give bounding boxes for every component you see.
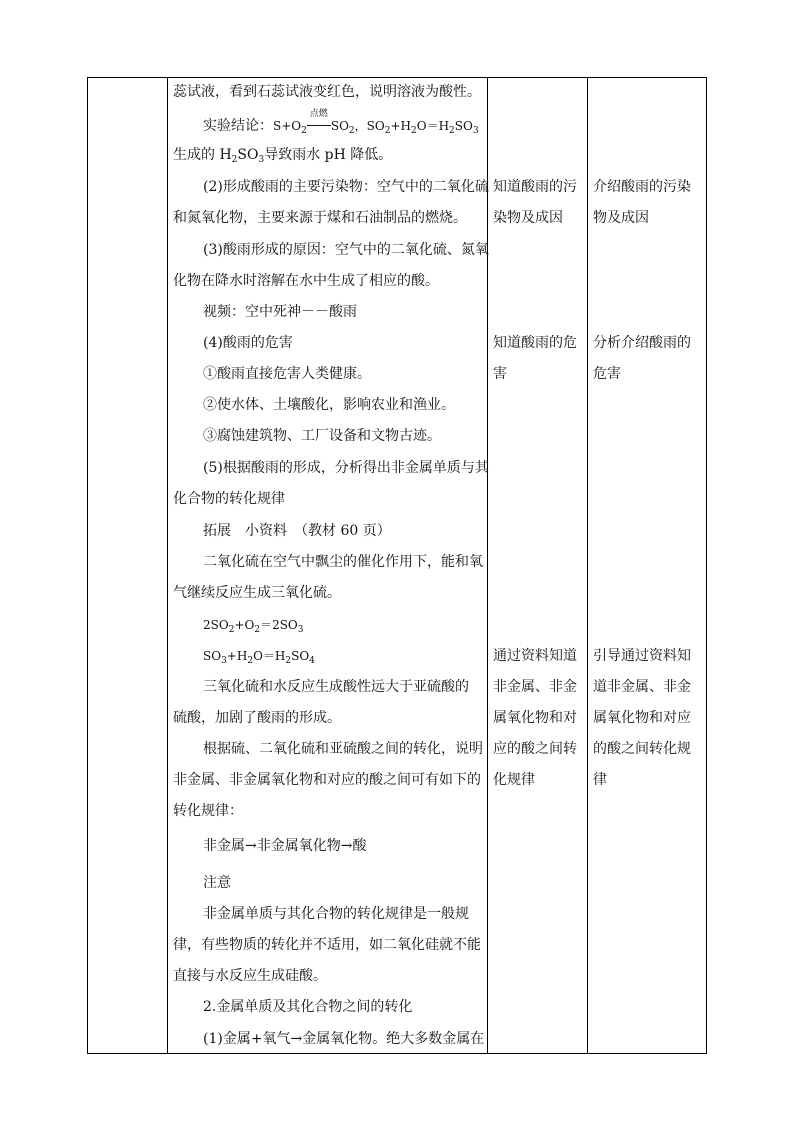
- cell-line: 属氧化物和对: [493, 710, 577, 726]
- content-line: 律，有些物质的转化并不适用，如二氧化硅就不能: [173, 937, 481, 953]
- content-line: 硫酸，加剧了酸雨的形成。: [173, 710, 341, 726]
- text-span: 导致雨水 pH 降低。: [264, 147, 393, 163]
- eq-term: 2SO: [203, 618, 229, 632]
- cell-line: 染物及成因: [493, 210, 563, 226]
- eq-term: SO: [291, 649, 310, 663]
- equation-line: $SO_3+H_2O=H_2SO_4$: [203, 649, 315, 666]
- content-line: ①酸雨直接危害人类健康。: [203, 366, 371, 382]
- column-divider-2: [487, 78, 488, 1053]
- lesson-plan-table: [87, 77, 707, 1054]
- cell-line: 律: [593, 772, 607, 788]
- column-divider-1: [167, 78, 168, 1053]
- eq-separator: ，: [354, 119, 367, 133]
- eq-term: O＝H: [253, 649, 286, 663]
- content-line: 非金属→非金属氧化物→酸: [203, 838, 367, 854]
- cell-line: 化规律: [493, 772, 535, 788]
- column-divider-3: [587, 78, 588, 1053]
- content-line: 蕊试液，看到石蕊试液变红色，说明溶液为酸性。: [173, 84, 481, 100]
- content-line: (4)酸雨的危害: [203, 335, 293, 351]
- cell-line: 分析介绍酸雨的: [593, 335, 691, 351]
- content-line: 和氮氧化物，主要来源于煤和石油制品的燃烧。: [173, 210, 467, 226]
- content-line: 气继续反应生成三氧化硫。: [173, 585, 341, 601]
- cell-line: 介绍酸雨的污染: [593, 179, 691, 195]
- content-line: 2.金属单质及其化合物之间的转化: [203, 999, 413, 1015]
- content-line: 视频：空中死神－－酸雨: [203, 304, 357, 320]
- experiment-conclusion-equation: 实验结论：$S+O_2$ 点燃 $SO_2$，$SO_2+H_2O=H_2SO_3$: [203, 109, 479, 136]
- content-line: ③腐蚀建筑物、工厂设备和文物古迹。: [203, 428, 441, 444]
- cell-line: 物及成因: [593, 210, 649, 226]
- eq-term: S+O: [273, 119, 302, 133]
- cell-line: 通过资料知道: [493, 648, 577, 664]
- content-line: 二氧化硫在空气中飘尘的催化作用下，能和氧: [203, 554, 483, 570]
- content-line: 根据硫、二氧化硫和亚硫酸之间的转化，说明: [203, 741, 483, 757]
- reaction-condition: 点燃: [309, 109, 328, 119]
- cell-line: 危害: [593, 366, 621, 382]
- eq-term: ＝2SO: [260, 618, 298, 632]
- eq-term: SO: [366, 119, 385, 133]
- content-line: 注意: [203, 875, 231, 891]
- equation-line: $2SO_2+O_2=2SO_3$: [203, 618, 304, 635]
- content-line: 生成的 $H_2SO_3$导致雨水 pH 降低。: [173, 147, 393, 165]
- content-line: (5)根据酸雨的形成，分析得出非金属单质与其: [203, 460, 489, 476]
- content-line: 非金属、非金属氧化物和对应的酸之间可有如下的: [173, 772, 481, 788]
- cell-line: 知道酸雨的污: [493, 179, 577, 195]
- cell-line: 属氧化物和对应: [593, 710, 691, 726]
- cell-line: 非金属、非金: [493, 679, 577, 695]
- eq-term: SO: [203, 649, 222, 663]
- content-line: 化合物的转化规律: [173, 491, 285, 507]
- text-span: 生成的 H: [173, 147, 232, 163]
- content-line: ②使水体、土壤酸化，影响农业和渔业。: [203, 397, 455, 413]
- content-line: (3)酸雨形成的原因：空气中的二氧化硫、氮氧: [203, 242, 489, 258]
- content-line: 转化规律：: [173, 803, 243, 819]
- content-line: 直接与水反应生成硅酸。: [173, 968, 327, 984]
- eq-term: SO: [454, 119, 473, 133]
- eq-term: +O: [234, 618, 255, 632]
- cell-line: 应的酸之间转: [493, 741, 577, 757]
- content-line: 三氧化硫和水反应生成酸性远大于亚硫酸的: [203, 679, 469, 695]
- eq-term: +H: [226, 649, 248, 663]
- cell-line: 害: [493, 366, 507, 382]
- cell-line: 引导通过资料知: [593, 648, 691, 664]
- eq-term: O＝H: [416, 119, 450, 133]
- cell-line: 的酸之间转化规: [593, 741, 691, 757]
- cell-line: 道非金属、非金: [593, 679, 691, 695]
- content-line: (2)形成酸雨的主要污染物：空气中的二氧化硫: [203, 179, 489, 195]
- cell-line: 知道酸雨的危: [493, 335, 577, 351]
- content-line: 拓展 小资料 （教材 60 页）: [203, 523, 391, 539]
- content-line: 非金属单质与其化合物的转化规律是一般规: [203, 906, 469, 922]
- equation-label: 实验结论：: [203, 118, 273, 134]
- text-span: SO: [237, 147, 259, 163]
- eq-term: SO: [330, 119, 349, 133]
- content-line: 化物在降水时溶解在水中生成了相应的酸。: [173, 273, 439, 289]
- eq-term: +H: [390, 119, 411, 133]
- content-line: (1)金属+氧气→金属氧化物。绝大多数金属在: [203, 1031, 485, 1047]
